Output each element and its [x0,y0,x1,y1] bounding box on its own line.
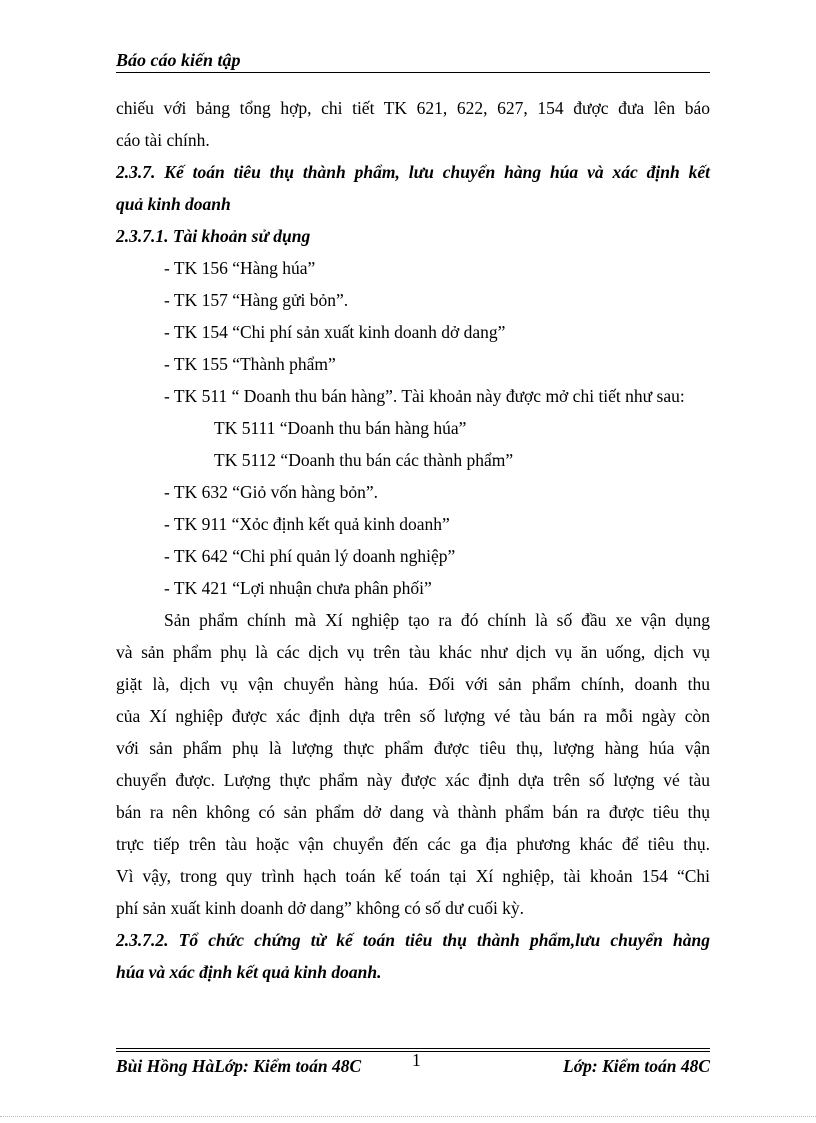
page-header [116,48,710,73]
sub-account-item: TK 5111 “Doanh thu bán hàng húa” [214,418,467,438]
paragraph-line: chuyển được. Lượng thực phẩm này được xác định dựa trên số lượng vé tàu [116,770,710,790]
subsection-heading: 2.3.7.2. Tổ chức chứng từ kế toán tiêu thụ thành phẩm,lưu chuyển hàng [116,930,710,950]
page-number: 1 [412,1050,421,1070]
paragraph-line: và sản phẩm phụ là các dịch vụ trên tàu khác như dịch vụ ăn uống, dịch vụ [116,642,710,662]
account-list-item: - TK 642 “Chi phí quản lý doanh nghiệp” [164,546,456,566]
document-body [116,92,710,988]
paragraph-line: bán ra nên không có sản phẩm dở dang và thành phẩm bán ra được tiêu thụ [116,802,710,822]
header-title: Báo cáo kiến tập [116,50,241,70]
sub-account-item: TK 5112 “Doanh thu bán các thành phẩm” [214,450,514,470]
paragraph-line: Sản phẩm chính mà Xí nghiệp tạo ra đó chính là số đầu xe vận dụng [164,610,710,630]
account-list-item: - TK 421 “Lợi nhuận chưa phân phối” [164,578,432,598]
paragraph-line: trực tiếp trên tàu hoặc vận chuyển đến các ga địa phương khác để tiêu thụ. [116,834,710,854]
account-list-item: - TK 911 “Xỏc định kết quả kinh doanh” [164,514,450,534]
subsection-heading: 2.3.7.1. Tài khoản sử dụng [116,226,311,246]
page-footer [116,1048,710,1080]
account-list-item: - TK 157 “Hàng gửi bỏn”. [164,290,349,310]
footer-author-class: Bùi Hồng HàLớp: Kiểm toán 48C [116,1056,362,1076]
paragraph-line: phí sản xuất kinh doanh dở dang” không có số dư cuối kỳ. [116,898,525,918]
paragraph-line: giặt là, dịch vụ vận chuyển hàng húa. Đối với sản phẩm chính, doanh thu [116,674,710,694]
section-heading: quả kinh doanh [116,194,231,214]
paragraph-line: Vì vậy, trong quy trình hạch toán kế toán tại Xí nghiệp, tài khoản 154 “Chi [116,866,710,886]
footer-class: Lớp: Kiểm toán 48C [563,1056,710,1076]
subsection-heading: húa và xác định kết quả kinh doanh. [116,962,382,982]
paragraph-line: với sản phẩm phụ là lượng thực phẩm được tiêu thụ, lượng hàng húa vận [116,738,710,758]
paragraph-line: của Xí nghiệp được xác định dựa trên số lượng vé tàu bán ra mỗi ngày còn [116,706,710,726]
account-list-item: - TK 155 “Thành phẩm” [164,354,336,374]
paragraph-line: cáo tài chính. [116,130,210,150]
account-list-item: - TK 154 “Chi phí sản xuất kinh doanh dở dang” [164,322,506,342]
account-list-item: - TK 156 “Hàng húa” [164,258,316,278]
account-list-item: - TK 632 “Giỏ vốn hàng bỏn”. [164,482,379,502]
account-list-item: - TK 511 “ Doanh thu bán hàng”. Tài khoản này được mở chi tiết như sau: [164,386,685,406]
section-heading: 2.3.7. Kế toán tiêu thụ thành phẩm, lưu chuyển hàng húa và xác định kết [116,162,710,182]
page-bottom-dotted-border [0,1116,816,1117]
paragraph-line: chiếu với bảng tổng hợp, chi tiết TK 621, 622, 627, 154 được đưa lên báo [116,98,710,118]
